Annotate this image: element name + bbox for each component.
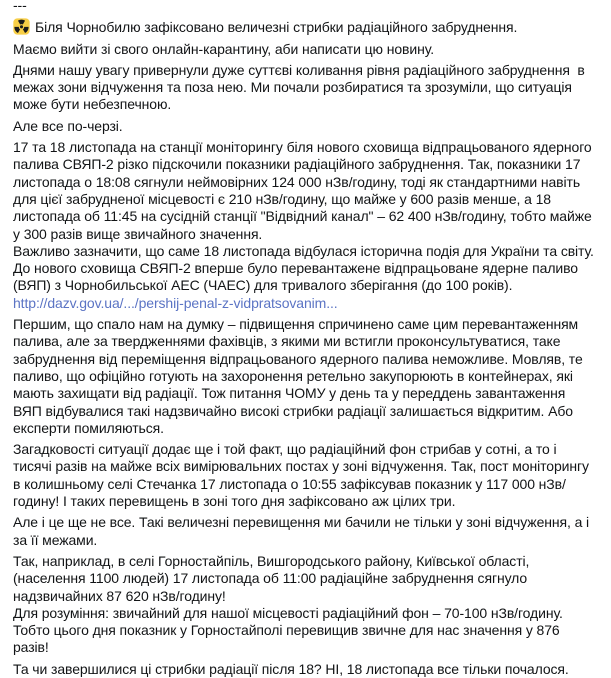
post-text: Днями нашу увагу привернули дуже суттєві коливання рівня радіаційного забруднення в межах зони відчуження та поза нею. Ми почали розбиратися та зрозуміли, що ситуація може бути небезпечною.	[13, 61, 589, 113]
post-text: 17 та 18 листопада на станції моніторингу біля нового сховища відпрацьованого ядерного палива СВЯП-2 різко підскочили показники радіаційного забруднення. Так, показники 17 листопада о 18:08 сягнули неймовірних 124 000 нЗв/годину, тоді як стандартними навіть для цієї забрудненої місцевості є 210 нЗв/годину, що майже у 600 разів менше, а 18 листопада об 11:45 на сусідній станції "Відвідний канал" – 62 400 нЗв/годину, тобто майже у 300 разів вище звичайного значення.	[13, 139, 596, 242]
post-text: Важливо зазначити, що саме 18 листопада відбулася історична подія для України та світу. До нового сховища СВЯП-2 вперше було перевантажене відпрацьоване ядерне паливо (ВЯП) з Чорнобильської АЕС (ЧАЕС) для тривалого зберігання (до 100 років).	[13, 242, 598, 294]
radioactive-emoji	[13, 18, 30, 35]
post-text: Так, наприклад, в селі Горностайпіль, Вишгородського району, Київської області, (населення 1100 людей) 17 листопада об 11:00 радіаційне забруднення сягнуло надзвичайних 87 620 нЗв/годину!	[13, 552, 534, 604]
post-text: Але і це ще не все. Такі величезні перевищення ми бачили не тільки у зоні відчуження, а і за її межами.	[13, 514, 593, 548]
post-paragraph	[13, 441, 597, 510]
post-text: Загадковості ситуації додає ще і той факт, що радіаційний фон стрибав у сотні, а то і тисячі разів на майже всіх вимірювальних постах у зоні відчуження. Так, пост моніторингу в колишньому селі Стечанка 17 листопада о 10:55 зафіксував показник у 117 000 нЗв/годину! І таких перевищень в зоні того дня зафіксовано аж цілих три.	[13, 441, 593, 510]
post-paragraphs	[13, 0, 597, 678]
post-text: Але все по-черзі.	[13, 117, 123, 134]
post-text: Маємо вийти зі свого онлайн-карантину, аби написати цю новину.	[13, 40, 434, 57]
post-text: Біля Чорнобилю зафіксовано величезні стрибки радіаційного забруднення.	[35, 19, 518, 36]
post-paragraph	[13, 295, 597, 312]
post-paragraph	[13, 41, 597, 58]
post-paragraph	[13, 62, 597, 114]
post-paragraph	[13, 243, 597, 295]
post-text: ---	[13, 0, 27, 13]
post-text: Та чи завершилися ці стрибки радіації після 18? НІ, 18 листопада все тільки почалося.	[13, 660, 569, 677]
post-paragraph	[13, 605, 597, 657]
post-link[interactable]: http://dazv.gov.ua/.../pershij-penal-z-vidpratsovanim...	[13, 294, 338, 311]
post-text: Для розуміння: звичайний для нашої місцевості радіаційний фон – 70-100 нЗв/годину. Тобто цього дня показник у Горностайполі перевищив звичне для нас значення у 876 разів!	[13, 604, 567, 656]
post-text: Першим, що спало нам на думку – підвищення спричинено саме цим перевантаженням палива, але за твердженнями фахівців, з якими ми встигли проконсультуватися, таке забруднення від переміщення відпрацьованого ядерного палива неможливе. Мовляв, те паливо, що офіційно готують на захоронення ретельно закупорюють в контейнерах, які мають захищати від радіації. Тож питання ЧОМУ у день та у переддень завантаження ВЯП відбувалися такі надзвичайно високі стрибки радіації залишається відкритим. Або експерти помиляються.	[13, 316, 587, 436]
post-paragraph	[13, 18, 597, 36]
post-paragraph	[13, 316, 597, 437]
post-paragraph	[13, 0, 597, 14]
post-paragraph	[13, 553, 597, 605]
post-paragraph	[13, 139, 597, 243]
post-paragraph	[13, 514, 597, 549]
post-paragraph	[13, 661, 597, 678]
post-paragraph	[13, 118, 597, 135]
